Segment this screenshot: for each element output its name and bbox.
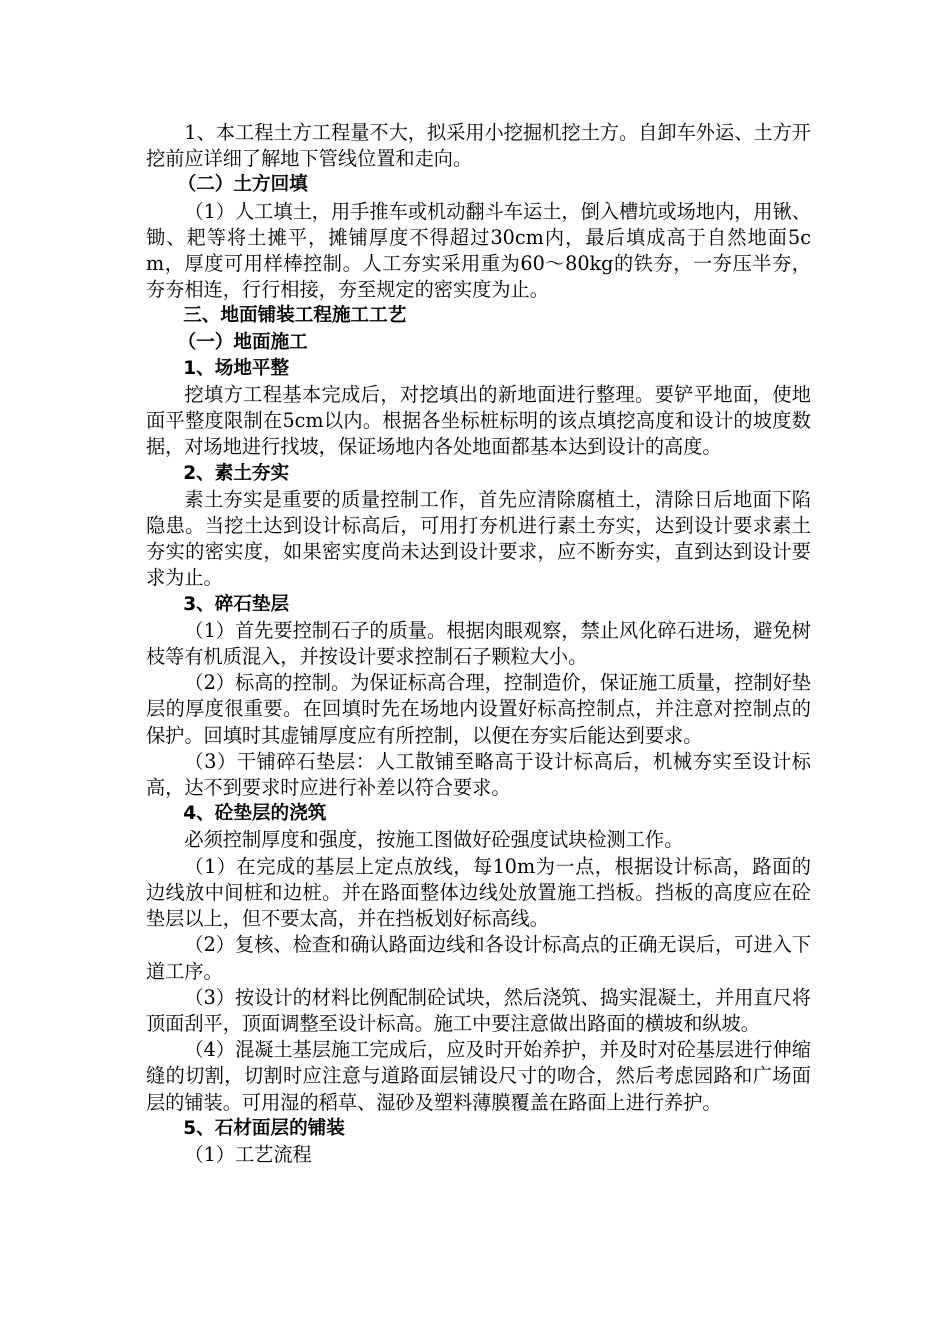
heading-soil-tamping: 2、素土夯实 [183,462,290,484]
paragraph-gravel-2: （2）标高的控制。为保证标高合理，控制造价，保证施工质量，控制好垫层的厚度很重要。在回填时先在场地内设置好标高控制点，并注意对控制点的保护。回填时其虚铺厚度应有所控制，以便在夯实后能达到要求。 [146,671,811,747]
document-page [146,120,811,1168]
paragraph-process-flow: （1）工艺流程 [184,1142,312,1166]
paragraph-backfill: （1）人工填土，用手推车或机动翻斗车运土，倒入槽坑或场地内，用锹、锄、耙等将土摊平，摊铺厚度不得超过30cm内，最后填成高于自然地面5cm，厚度可用样棒控制。人工夯实采用重为60～80kg的铁夯，一夯压半夯，夯夯相连，行行相接，夯至规定的密实度为止。 [146,199,811,302]
paragraph-soil-tamping: 素土夯实是重要的质量控制工作，首先应清除腐植土，清除日后地面下陷隐患。当挖土达到设计标高后，可用打夯机进行素土夯实，达到设计要求素土夯实的密实度，如果密实度尚未达到设计要求，应不断夯实，直到达到设计要求为止。 [146,487,811,590]
paragraph-concrete-2: （2）复核、检查和确认路面边线和各设计标高点的正确无误后，可进入下道工序。 [146,933,811,983]
paragraph-gravel-1: （1）首先要控制石子的质量。根据肉眼观察，禁止风化碎石进场，避免树枝等有机质混入，并按设计要求控制石子颗粒大小。 [146,618,811,669]
paragraph-gravel-3: （3）干铺碎石垫层：人工散铺至略高于设计标高后，机械夯实至设计标高，达不到要求时应进行补差以符合要求。 [146,749,811,800]
heading-section-3: 三、地面铺装工程施工工艺 [183,305,407,327]
paragraph-site-leveling: 挖填方工程基本完成后，对挖填出的新地面进行整理。要铲平地面，使地面平整度限制在5cm以内。根据各坐标桩标明的该点填挖高度和设计的坡度数据，对场地进行找坡，保证场地内各处地面都基本达到设计的高度。 [146,383,811,459]
paragraph-concrete-4: （4）混凝土基层施工完成后，应及时开始养护，并及时对砼基层进行伸缩缝的切割，切割时应注意与道路面层铺设尺寸的吻合，然后考虑园路和广场面层的铺装。可用湿的稻草、湿砂及塑料薄膜覆盖在路面上进行养护。 [146,1038,811,1114]
heading-ground-construction: （一）地面施工 [177,331,308,353]
heading-backfill: （二）土方回填 [177,174,308,196]
paragraph-concrete-intro: 必须控制厚度和强度，按施工图做好砼强度试块检测工作。 [184,828,684,852]
heading-concrete-cushion: 4、砼垫层的浇筑 [183,803,327,825]
heading-stone-surface: 5、石材面层的铺装 [183,1117,345,1139]
paragraph-concrete-1: （1）在完成的基层上定点放线，每10m为一点，根据设计标高，路面的边线放中间桩和边桩。并在路面整体边线处放置施工挡板。挡板的高度应在砼垫层以上，但不要太高，并在挡板划好标高线。 [146,854,811,931]
heading-site-leveling: 1、场地平整 [183,357,290,379]
paragraph-earthwork-intro: 1、本工程土方工程量不大，拟采用小挖掘机挖土方。自卸车外运、土方开挖前应详细了解地下管线位置和走向。 [146,121,811,171]
heading-gravel-cushion: 3、碎石垫层 [183,593,290,615]
paragraph-concrete-3: （3）按设计的材料比例配制砼试块，然后浇筑、捣实混凝土，并用直尺将顶面刮平，顶面调整至设计标高。施工中要注意做出路面的横坡和纵坡。 [146,985,811,1035]
